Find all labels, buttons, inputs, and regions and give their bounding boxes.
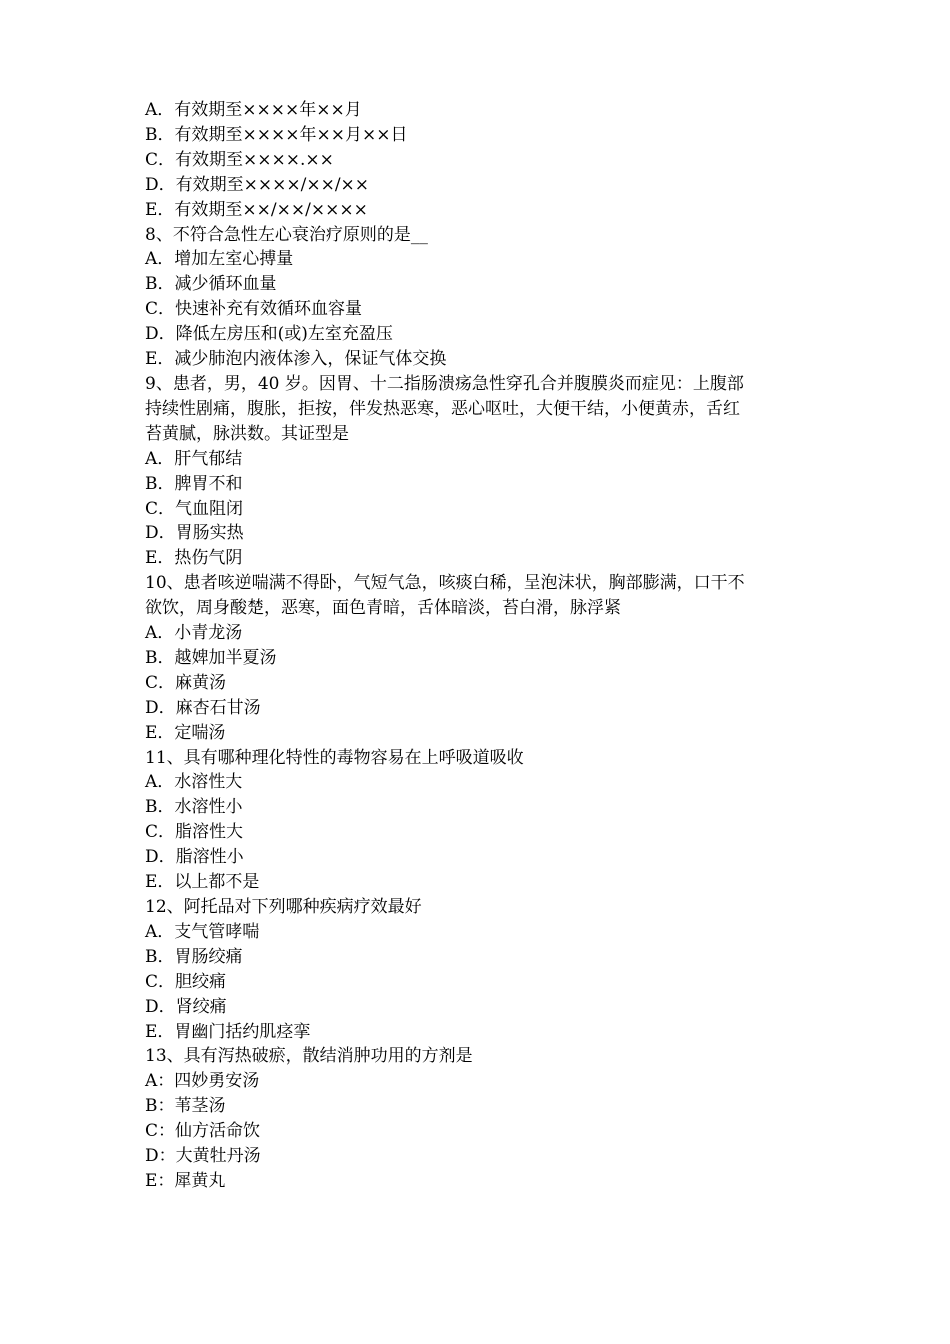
option-a: A．水溶性大 bbox=[145, 772, 243, 793]
option-b: B．胃肠绞痛 bbox=[145, 946, 243, 967]
option-b: B．减少循环血量 bbox=[145, 274, 277, 295]
option-d: D．麻杏石甘汤 bbox=[145, 697, 261, 718]
option-d: D．降低左房压和(或)左室充盈压 bbox=[145, 324, 393, 345]
option-a: A：四妙勇安汤 bbox=[145, 1071, 260, 1092]
option-c: C．气血阻闭 bbox=[145, 498, 244, 519]
question-9-stem-line-2: 持续性剧痛，腹胀，拒按，伴发热恶寒，恶心呕吐，大便干结，小便黄赤，舌红 bbox=[145, 398, 740, 419]
option-a: A．小青龙汤 bbox=[145, 623, 243, 644]
option-d: D．有效期至××××/××/×× bbox=[145, 174, 370, 195]
question-9-stem-line-1: 9、患者，男，40 岁。因胃、十二指肠溃疡急性穿孔合并腹膜炎而症见：上腹部 bbox=[145, 373, 744, 394]
question-12 bbox=[145, 895, 825, 1044]
option-b: B．脾胃不和 bbox=[145, 473, 243, 494]
option-e: E：犀黄丸 bbox=[145, 1170, 226, 1191]
option-b: B．水溶性小 bbox=[145, 797, 243, 818]
question-11-stem: 11、具有哪种理化特性的毒物容易在上呼吸道吸收 bbox=[145, 747, 524, 768]
question-10 bbox=[145, 571, 825, 745]
question-9 bbox=[145, 372, 825, 571]
question-10-stem-line-1: 10、患者咳逆喘满不得卧，气短气急，咳痰白稀，呈泡沫状，胸部膨满，口干不 bbox=[145, 573, 745, 594]
question-9-stem-line-3: 苔黄腻，脉洪数。其证型是 bbox=[145, 423, 349, 444]
option-e: E．胃幽门括约肌痉挛 bbox=[145, 1021, 311, 1042]
option-c: C．麻黄汤 bbox=[145, 672, 227, 693]
question-8-stem: 8、不符合急性左心衰治疗原则的是__ bbox=[145, 224, 428, 245]
question-13 bbox=[145, 1044, 825, 1193]
option-b: B．有效期至××××年××月××日 bbox=[145, 124, 408, 145]
question-12-stem: 12、阿托品对下列哪种疾病疗效最好 bbox=[145, 897, 422, 917]
option-c: C．脂溶性大 bbox=[145, 822, 244, 843]
question-options-continued bbox=[145, 98, 825, 223]
option-d: D．脂溶性小 bbox=[145, 847, 244, 868]
option-b: B：苇茎汤 bbox=[145, 1096, 226, 1117]
option-e: E．热伤气阴 bbox=[145, 548, 243, 569]
option-a: A．有效期至××××年××月 bbox=[145, 100, 362, 120]
option-d: D．肾绞痛 bbox=[145, 996, 227, 1017]
option-a: A．肝气郁结 bbox=[145, 448, 243, 469]
question-13-stem: 13、具有泻热破瘀，散结消肿功用的方剂是 bbox=[145, 1046, 473, 1067]
option-d: D：大黄牡丹汤 bbox=[145, 1146, 261, 1167]
option-b: B．越婢加半夏汤 bbox=[145, 647, 277, 668]
option-a: A．增加左室心搏量 bbox=[145, 249, 294, 270]
option-a: A．支气管哮喘 bbox=[145, 921, 260, 942]
question-8 bbox=[145, 223, 825, 372]
option-e: E．减少肺泡内液体渗入，保证气体交换 bbox=[145, 349, 447, 370]
document-page bbox=[145, 98, 825, 1194]
question-10-stem-line-2: 欲饮，周身酸楚，恶寒，面色青暗，舌体暗淡，苔白滑，脉浮紧 bbox=[145, 598, 621, 619]
option-e: E．定喘汤 bbox=[145, 722, 226, 743]
option-c: C．有效期至××××.×× bbox=[145, 149, 334, 170]
option-d: D．胃肠实热 bbox=[145, 523, 244, 544]
option-e: E．有效期至××/××/×××× bbox=[145, 199, 368, 220]
option-c: C．胆绞痛 bbox=[145, 971, 227, 992]
option-c: C．快速补充有效循环血容量 bbox=[145, 299, 363, 320]
option-e: E．以上都不是 bbox=[145, 872, 260, 893]
option-c: C：仙方活命饮 bbox=[145, 1121, 261, 1142]
question-11 bbox=[145, 746, 825, 895]
